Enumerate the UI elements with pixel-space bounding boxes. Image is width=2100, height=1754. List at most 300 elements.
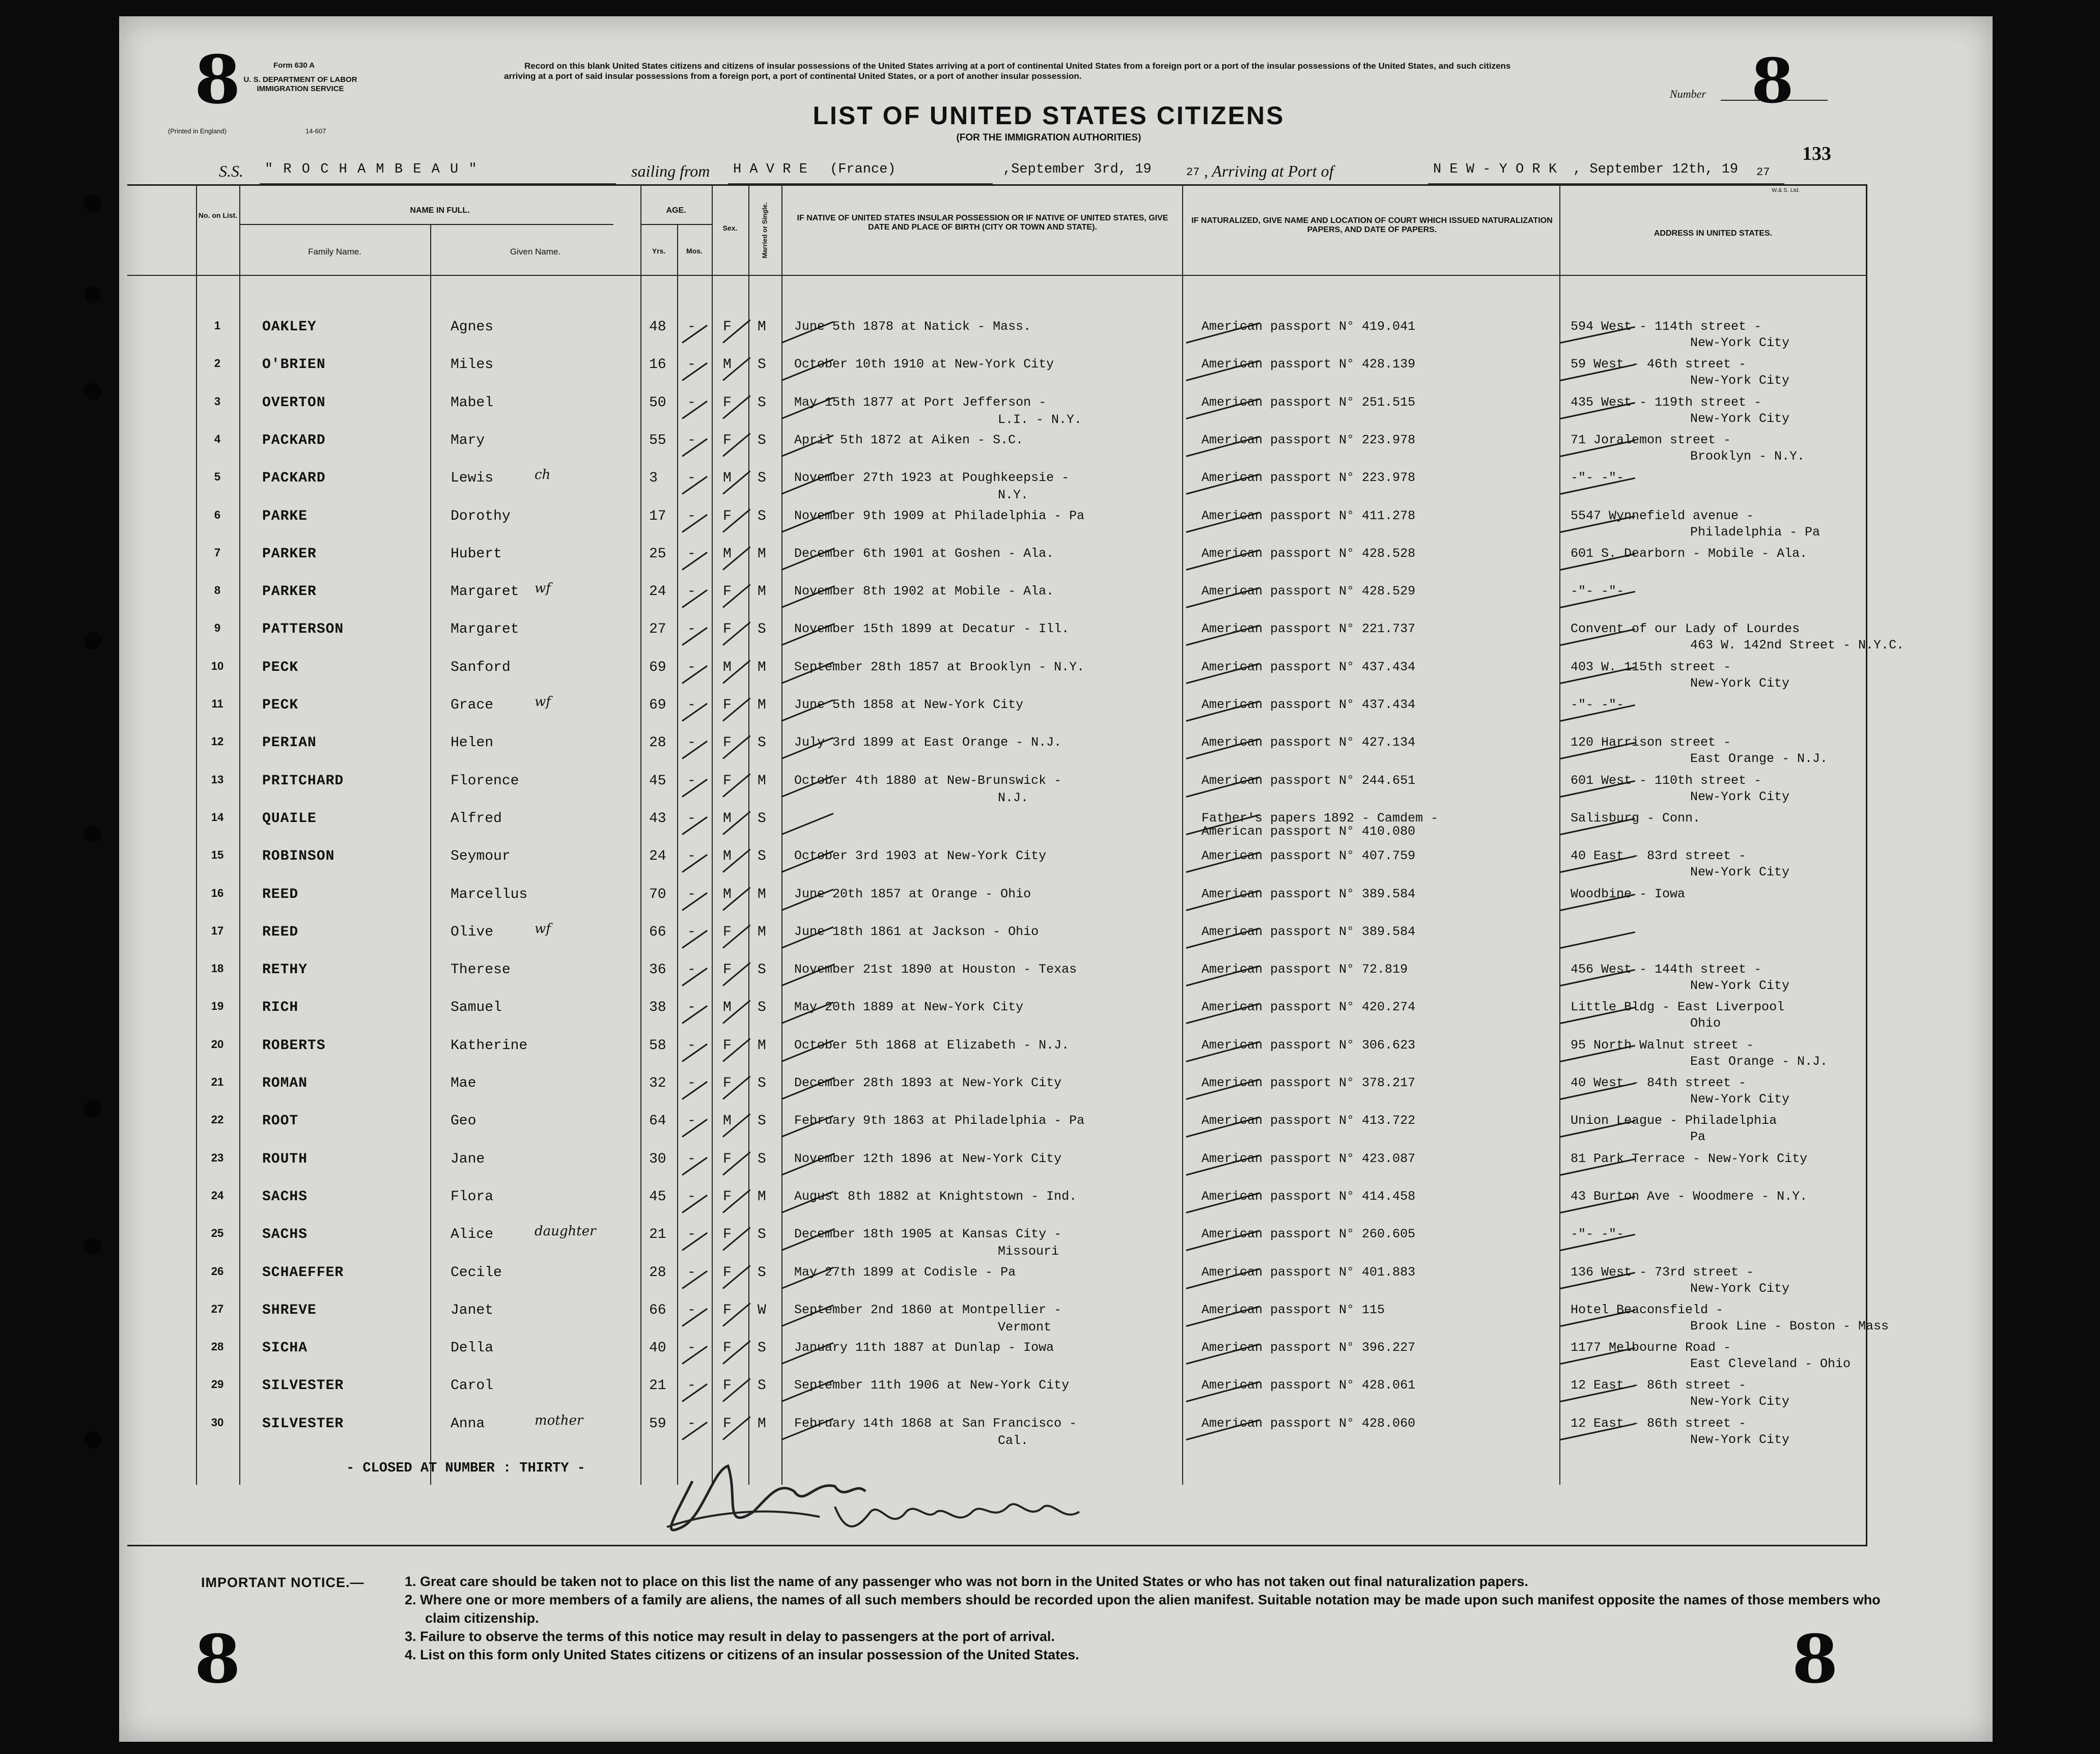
cell-no: 21 xyxy=(211,1076,224,1088)
cell-birth: February 9th 1863 at Philadelphia - Pa xyxy=(794,1113,1085,1128)
table-row xyxy=(0,660,2100,698)
cell-ms: M xyxy=(758,697,766,713)
port-to: N E W - Y O R K xyxy=(1433,162,1557,177)
notice-item: 3. Failure to observe the terms of this notice may result in delay to passengers at the port of arrival. xyxy=(405,1628,1055,1644)
cell-sex: F xyxy=(723,621,732,638)
cell-family: RETHY xyxy=(262,962,308,978)
cell-sex: M xyxy=(723,810,732,827)
col-head-sex: Sex. xyxy=(722,224,738,232)
cell-family: RICH xyxy=(262,1000,299,1016)
cell-nat: American passport N° 401.883 xyxy=(1201,1264,1416,1280)
cell-no: 18 xyxy=(211,962,224,975)
sailing-from-label: sailing from xyxy=(631,162,710,180)
cell-nat: American passport N° 428.061 xyxy=(1201,1378,1416,1393)
cell-mos: - xyxy=(687,1113,696,1129)
cell-nat: American passport N° 420.274 xyxy=(1201,1000,1416,1015)
cell-family: SICHA xyxy=(262,1340,308,1356)
cell-family: SHREVE xyxy=(262,1302,317,1318)
table-row xyxy=(0,357,2100,395)
footer-mark-right: 8 xyxy=(1792,1620,1838,1698)
cell-no: 12 xyxy=(211,735,224,748)
cell-ms: M xyxy=(758,319,766,335)
cell-no: 3 xyxy=(214,394,221,408)
country-from: (France) xyxy=(830,162,896,177)
cell-given: Katherine xyxy=(451,1037,528,1054)
cell-sex: F xyxy=(723,394,732,411)
col-head-age: AGE. xyxy=(666,206,686,215)
cell-ms: M xyxy=(758,924,766,940)
cell-nat: American passport N° 223.978 xyxy=(1201,470,1416,486)
cell-mos: - xyxy=(687,1189,696,1205)
cell-no: 14 xyxy=(211,810,224,824)
table-row xyxy=(0,547,2100,584)
service-label: IMMIGRATION SERVICE xyxy=(257,84,344,93)
cell-yrs: 45 xyxy=(649,773,666,789)
cell-sex: F xyxy=(723,508,732,524)
cell-mos: - xyxy=(687,584,696,600)
cell-sex: F xyxy=(723,1340,732,1356)
page-number: 133 xyxy=(1802,143,1831,164)
cell-no: 22 xyxy=(211,1113,224,1126)
col-head-birth: IF NATIVE OF UNITED STATES INSULAR POSSESSION OR IF NATIVE OF UNITED STATES, GIVE DATE AND PLACE OF BIRTH (CITY OR TOWN AND STATE). xyxy=(797,214,1168,232)
cell-sex: F xyxy=(723,1189,732,1205)
cell-family: OVERTON xyxy=(262,394,326,411)
cell-addr: Salisburg - Conn. xyxy=(1571,810,1701,826)
table-row xyxy=(0,395,2100,433)
cell-note: wf xyxy=(535,694,551,710)
cell-addr2: Ohio xyxy=(1690,1016,1721,1031)
cell-addr2: New-York City xyxy=(1690,1394,1790,1409)
cell-birth: May 27th 1899 at Codisle - Pa xyxy=(794,1264,1016,1280)
notice-item: 4. List on this form only United States citizens or citizens of an insular possession of the United States. xyxy=(405,1647,1079,1662)
table-row xyxy=(0,1378,2100,1416)
table-row xyxy=(0,320,2100,357)
cell-no: 9 xyxy=(214,621,221,635)
cell-note: ch xyxy=(535,467,551,483)
cell-nat: American passport N° 223.978 xyxy=(1201,432,1416,447)
cell-sex: F xyxy=(723,773,732,789)
ss-label: S.S. xyxy=(219,162,243,180)
cell-addr: 81 Park Terrace - New-York City xyxy=(1571,1151,1808,1166)
col-head-family: Family Name. xyxy=(308,247,361,257)
cell-addr2: New-York City xyxy=(1690,411,1790,426)
cell-addr: 59 West - 46th street - xyxy=(1571,357,1747,372)
cell-yrs: 66 xyxy=(649,1302,666,1318)
cell-birth: November 21st 1890 at Houston - Texas xyxy=(794,962,1077,977)
col-head-address: ADDRESS IN UNITED STATES. xyxy=(1654,229,1773,238)
cell-ms: S xyxy=(758,848,766,865)
cell-nat: American passport N° 428.528 xyxy=(1201,546,1416,561)
col-head-married: Married or Single. xyxy=(761,202,769,259)
cell-no: 24 xyxy=(211,1189,224,1202)
arrive-date: , September 12th, 19 xyxy=(1573,162,1739,177)
cell-mos: - xyxy=(687,962,696,978)
cell-yrs: 21 xyxy=(649,1227,666,1243)
cell-given: Alice xyxy=(451,1227,494,1243)
cell-ms: S xyxy=(758,621,766,638)
cell-addr: -"- -"- xyxy=(1571,1227,1625,1242)
cell-nat: American passport N° 378.217 xyxy=(1201,1076,1416,1090)
cell-addr: Union League - Philadelphia xyxy=(1571,1113,1777,1128)
cell-no: 10 xyxy=(211,659,224,672)
cell-yrs: 64 xyxy=(649,1113,666,1129)
cell-nat: American passport N° 306.623 xyxy=(1201,1037,1416,1053)
cell-mos: - xyxy=(687,1378,696,1394)
cell-addr: 456 West - 144th street - xyxy=(1571,962,1762,977)
cell-birth: October 3rd 1903 at New-York City xyxy=(794,848,1047,864)
cell-nat: American passport N° 389.584 xyxy=(1201,886,1416,901)
cell-nat: American passport N° 251.515 xyxy=(1201,394,1416,410)
cell-birth2: Cal. xyxy=(998,1433,1029,1448)
cell-nat: American passport N° 396.227 xyxy=(1201,1340,1416,1355)
cell-addr2: New-York City xyxy=(1690,1281,1790,1296)
cell-sex: F xyxy=(723,924,732,940)
cell-no: 25 xyxy=(211,1227,224,1240)
cell-given: Helen xyxy=(451,735,494,751)
cell-given: Janet xyxy=(451,1302,494,1318)
cell-given: Florence xyxy=(451,773,519,789)
cell-no: 5 xyxy=(214,470,221,484)
table-row xyxy=(0,509,2100,547)
cell-addr: Hotel Beaconsfield - xyxy=(1571,1302,1724,1317)
cell-note: daughter xyxy=(535,1224,596,1239)
cell-addr: -"- -"- xyxy=(1571,470,1625,486)
record-instruction: Record on this blank United States citizens and citizens of insular possessions of the United States arriving at a port of continental United States from a foreign port or a port of the insular possessions of the United States, and such citizens arriving at a port of said insular possessions from a foreign port, a port of continental United States, or a port of another insular possession. xyxy=(504,61,1511,81)
cell-yrs: 58 xyxy=(649,1037,666,1054)
table-row xyxy=(0,1038,2100,1076)
cell-sex: M xyxy=(723,357,732,373)
cell-addr2: New-York City xyxy=(1690,373,1790,388)
cell-family: OAKLEY xyxy=(262,319,317,335)
cell-ms: S xyxy=(758,1151,766,1167)
cell-sex: F xyxy=(723,962,732,978)
table-row xyxy=(0,433,2100,471)
cell-no: 2 xyxy=(214,357,221,370)
cell-mos: - xyxy=(687,394,696,411)
notice-items xyxy=(405,1573,1912,1664)
form-number: Form 630 A xyxy=(273,61,315,70)
cell-mos: - xyxy=(687,924,696,940)
cell-birth2: L.I. - N.Y. xyxy=(998,412,1082,427)
cell-birth: February 14th 1868 at San Francisco - xyxy=(794,1416,1077,1431)
cell-mos: - xyxy=(687,1227,696,1243)
cell-mos: - xyxy=(687,1340,696,1356)
cell-yrs: 24 xyxy=(649,848,666,865)
cell-family: ROBERTS xyxy=(262,1037,326,1054)
cell-mos: - xyxy=(687,1076,696,1091)
cell-ms: M xyxy=(758,1037,766,1054)
cell-mos: - xyxy=(687,1000,696,1016)
cell-ms: S xyxy=(758,1378,766,1394)
cell-ms: S xyxy=(758,1076,766,1091)
cell-birth: November 12th 1896 at New-York City xyxy=(794,1151,1062,1166)
cell-nat: American passport N° 428.060 xyxy=(1201,1416,1416,1431)
col-head-given: Given Name. xyxy=(510,247,561,257)
cell-nat: American passport N° 221.737 xyxy=(1201,621,1416,637)
cell-given: Jane xyxy=(451,1151,485,1167)
cell-nat: American passport N° 428.529 xyxy=(1201,584,1416,599)
cell-nat: American passport N° 437.434 xyxy=(1201,659,1416,674)
cell-no: 6 xyxy=(214,508,221,521)
cell-ms: S xyxy=(758,394,766,411)
cell-given: Hubert xyxy=(451,546,502,562)
cell-ms: W xyxy=(758,1302,766,1318)
cell-addr: 136 West - 73rd street - xyxy=(1571,1264,1754,1280)
cell-mos: - xyxy=(687,1151,696,1167)
cell-birth: December 28th 1893 at New-York City xyxy=(794,1076,1062,1090)
cell-family: PARKE xyxy=(262,508,308,524)
cell-birth: December 6th 1901 at Goshen - Ala. xyxy=(794,546,1054,561)
cell-ms: M xyxy=(758,773,766,789)
cell-yrs: 28 xyxy=(649,1264,666,1281)
cell-given: Anna xyxy=(451,1416,485,1432)
cell-sex: F xyxy=(723,697,732,713)
cell-birth: September 28th 1857 at Brooklyn - N.Y. xyxy=(794,659,1085,674)
cell-given: Cecile xyxy=(451,1264,502,1281)
cell-birth: November 15th 1899 at Decatur - Ill. xyxy=(794,621,1070,637)
cell-given: Therese xyxy=(451,962,511,978)
table-row xyxy=(0,1114,2100,1151)
arriving-label: , Arriving at Port of xyxy=(1204,162,1334,180)
cell-family: ROBINSON xyxy=(262,848,335,865)
cell-no: 28 xyxy=(211,1340,224,1353)
cell-yrs: 16 xyxy=(649,357,666,373)
cell-birth: June 18th 1861 at Jackson - Ohio xyxy=(794,924,1039,939)
cell-no: 15 xyxy=(211,848,224,862)
cell-ms: S xyxy=(758,1000,766,1016)
cell-ms: S xyxy=(758,357,766,373)
cell-yrs: 48 xyxy=(649,319,666,335)
cell-mos: - xyxy=(687,546,696,562)
cell-yrs: 45 xyxy=(649,1189,666,1205)
cell-addr: 120 Harrison street - xyxy=(1571,735,1731,750)
cell-ms: M xyxy=(758,546,766,562)
printed-code: 14-607 xyxy=(305,127,326,135)
cell-addr2: Philadelphia - Pa xyxy=(1690,524,1821,540)
cell-mos: - xyxy=(687,773,696,789)
cell-given: Mae xyxy=(451,1076,477,1091)
cell-addr2: Brook Line - Boston - Mass xyxy=(1690,1318,1889,1334)
cell-family: PACKARD xyxy=(262,432,326,448)
table-row xyxy=(0,581,2100,622)
cell-family: PERIAN xyxy=(262,735,317,751)
cell-birth: September 11th 1906 at New-York City xyxy=(794,1378,1070,1393)
cell-addr: 435 West - 119th street - xyxy=(1571,394,1762,410)
cell-addr: -"- -"- xyxy=(1571,584,1625,599)
cell-mos: - xyxy=(687,848,696,865)
cell-yrs: 69 xyxy=(649,659,666,675)
list-number: 8 xyxy=(1751,45,1794,117)
cell-yrs: 25 xyxy=(649,546,666,562)
cell-yrs: 27 xyxy=(649,621,666,638)
cell-nat: American passport N° 115 xyxy=(1201,1302,1385,1317)
cell-sex: F xyxy=(723,319,732,335)
col-head-number: No. on List. xyxy=(198,211,238,219)
cell-mos: - xyxy=(687,508,696,524)
col-head-years: Yrs. xyxy=(652,247,666,255)
cell-family: REED xyxy=(262,924,299,940)
cell-ms: S xyxy=(758,1113,766,1129)
cell-sex: F xyxy=(723,1264,732,1281)
cell-addr: 5547 Wynnefield avenue - xyxy=(1571,508,1754,523)
cell-yrs: 69 xyxy=(649,697,666,713)
cell-nat: American passport N° 423.087 xyxy=(1201,1151,1416,1166)
cell-ms: S xyxy=(758,432,766,448)
cell-birth2: Missouri xyxy=(998,1244,1059,1259)
notice-item: 1. Great care should be taken not to place on this list the name of any passenger who was not born in the United States or who has not taken out final naturalization papers. xyxy=(405,1574,1528,1589)
cell-mos: - xyxy=(687,810,696,827)
cell-no: 26 xyxy=(211,1264,224,1278)
cell-sex: F xyxy=(723,1037,732,1054)
cell-nat: American passport N° 419.041 xyxy=(1201,319,1416,334)
cell-given: Geo xyxy=(451,1113,477,1129)
cell-addr: 601 S. Dearborn - Mobile - Ala. xyxy=(1571,546,1808,561)
col-head-name: NAME IN FULL. xyxy=(410,206,470,215)
cell-addr2: New-York City xyxy=(1690,865,1790,880)
cell-birth: July 3rd 1899 at East Orange - N.J. xyxy=(794,735,1062,750)
table-row xyxy=(0,921,2100,963)
cell-no: 19 xyxy=(211,1000,224,1013)
table-row xyxy=(0,1303,2100,1341)
cell-given: Sanford xyxy=(451,659,511,675)
cell-family: PRITCHARD xyxy=(262,773,344,789)
cell-ms: S xyxy=(758,1340,766,1356)
cell-addr: 40 West - 84th street - xyxy=(1571,1076,1747,1090)
cell-family: QUAILE xyxy=(262,810,317,827)
cell-addr2: New-York City xyxy=(1690,1092,1790,1107)
tick-mark xyxy=(1560,931,1635,949)
cell-given: Seymour xyxy=(451,848,511,865)
cell-birth: December 18th 1905 at Kansas City - xyxy=(794,1227,1062,1242)
cell-yrs: 50 xyxy=(649,394,666,411)
cell-mos: - xyxy=(687,319,696,335)
cell-addr: 43 Burton Ave - Woodmere - N.Y. xyxy=(1571,1189,1808,1204)
cell-addr2: Pa xyxy=(1690,1129,1706,1145)
cell-given: Miles xyxy=(451,357,494,373)
cell-birth: November 9th 1909 at Philadelphia - Pa xyxy=(794,508,1085,523)
cell-note: wf xyxy=(535,921,551,937)
cell-given: Mary xyxy=(451,432,485,448)
cell-nat: American passport N° 413.722 xyxy=(1201,1113,1416,1128)
cell-ms: M xyxy=(758,1189,766,1205)
cell-addr2: Brooklyn - N.Y. xyxy=(1690,448,1805,464)
cell-sex: F xyxy=(723,1076,732,1091)
cell-given: Dorothy xyxy=(451,508,511,524)
cell-birth: September 2nd 1860 at Montpellier - xyxy=(794,1302,1062,1317)
page-title: LIST OF UNITED STATES CITIZENS xyxy=(813,101,1285,130)
cell-birth: November 27th 1923 at Poughkeepsie - xyxy=(794,470,1070,486)
cell-given: Della xyxy=(451,1340,494,1356)
notice-item: 2. Where one or more members of a family are aliens, the names of all such members should be recorded upon the alien manifest. Suitable notation may be made upon such manifest opposite the names of those members who claim citizenship. xyxy=(405,1592,1881,1626)
cell-sex: F xyxy=(723,1151,732,1167)
cell-nat: American passport N° 428.139 xyxy=(1201,357,1416,372)
cell-yrs: 32 xyxy=(649,1076,666,1091)
footer-mark-left: 8 xyxy=(194,1620,241,1698)
table-row xyxy=(0,1076,2100,1114)
cell-nat: American passport N° 437.434 xyxy=(1201,697,1416,712)
cell-ms: S xyxy=(758,810,766,827)
sail-date: ,September 3rd, 19 xyxy=(1003,162,1152,177)
cell-addr2: East Orange - N.J. xyxy=(1690,751,1828,767)
cell-mos: - xyxy=(687,1264,696,1281)
cell-birth: October 5th 1868 at Elizabeth - N.J. xyxy=(794,1037,1070,1053)
cell-family: PECK xyxy=(262,659,299,675)
cell-no: 7 xyxy=(214,546,221,559)
department-label: U. S. DEPARTMENT OF LABOR xyxy=(243,75,357,84)
cell-ms: M xyxy=(758,886,766,902)
cell-family: O'BRIEN xyxy=(262,357,326,373)
binder-hole xyxy=(84,194,101,212)
cell-ms: S xyxy=(758,1227,766,1243)
cell-family: SACHS xyxy=(262,1189,308,1205)
cell-family: SACHS xyxy=(262,1227,308,1243)
cell-no: 20 xyxy=(211,1037,224,1051)
cell-no: 17 xyxy=(211,924,224,937)
cell-yrs: 38 xyxy=(649,1000,666,1016)
cell-nat: American passport N° 407.759 xyxy=(1201,848,1416,864)
table-row xyxy=(0,694,2100,735)
cell-birth: November 8th 1902 at Mobile - Ala. xyxy=(794,584,1054,599)
tick-mark xyxy=(781,813,833,835)
cell-addr2: New-York City xyxy=(1690,978,1790,994)
cell-addr: Woodbine - Iowa xyxy=(1571,886,1686,901)
cell-ms: S xyxy=(758,962,766,978)
cell-family: PATTERSON xyxy=(262,621,344,638)
cell-birth2: N.Y. xyxy=(998,488,1029,503)
cell-yrs: 66 xyxy=(649,924,666,940)
binder-hole xyxy=(84,286,101,303)
table-row xyxy=(0,1265,2100,1303)
table-row xyxy=(0,1190,2100,1227)
cell-mos: - xyxy=(687,1416,696,1432)
cell-birth: January 11th 1887 at Dunlap - Iowa xyxy=(794,1340,1054,1355)
cell-nat: American passport N° 411.278 xyxy=(1201,508,1416,523)
cell-addr: 1177 Melbourne Road - xyxy=(1571,1340,1731,1355)
cell-no: 16 xyxy=(211,886,224,899)
table-row xyxy=(0,1224,2100,1265)
cell-family: ROUTH xyxy=(262,1151,308,1167)
cell-birth: October 4th 1880 at New-Brunswick - xyxy=(794,773,1062,788)
cell-ms: S xyxy=(758,508,766,524)
cell-sex: M xyxy=(723,470,732,487)
cell-sex: F xyxy=(723,1378,732,1394)
cell-family: PARKER xyxy=(262,546,317,562)
cell-mos: - xyxy=(687,432,696,448)
cell-addr2: New-York City xyxy=(1690,789,1790,804)
cell-family: SILVESTER xyxy=(262,1416,344,1432)
cell-mos: - xyxy=(687,735,696,751)
closed-at-number: - CLOSED AT NUMBER : THIRTY - xyxy=(346,1461,585,1476)
cell-family: PECK xyxy=(262,697,299,713)
cell-sex: M xyxy=(723,659,732,675)
cell-ms: M xyxy=(758,659,766,675)
cell-addr: 601 West - 110th street - xyxy=(1571,773,1762,788)
cell-mos: - xyxy=(687,886,696,902)
cell-sex: M xyxy=(723,886,732,902)
col-head-months: Mos. xyxy=(686,247,703,255)
cell-addr2: 463 W. 142nd Street - N.Y.C. xyxy=(1690,638,1905,653)
cell-given: Flora xyxy=(451,1189,494,1205)
cell-nat: American passport N° 244.651 xyxy=(1201,773,1416,788)
cell-yrs: 3 xyxy=(649,470,658,487)
cell-given: Grace xyxy=(451,697,494,713)
age-subheader-rule xyxy=(640,224,712,225)
cell-nat: American passport N° 72.819 xyxy=(1201,962,1408,977)
cell-given: Lewis xyxy=(451,470,494,487)
table-row xyxy=(0,811,2100,849)
printer-mark: W.& S. Ltd. xyxy=(1772,187,1800,193)
cell-yrs: 21 xyxy=(649,1378,666,1394)
